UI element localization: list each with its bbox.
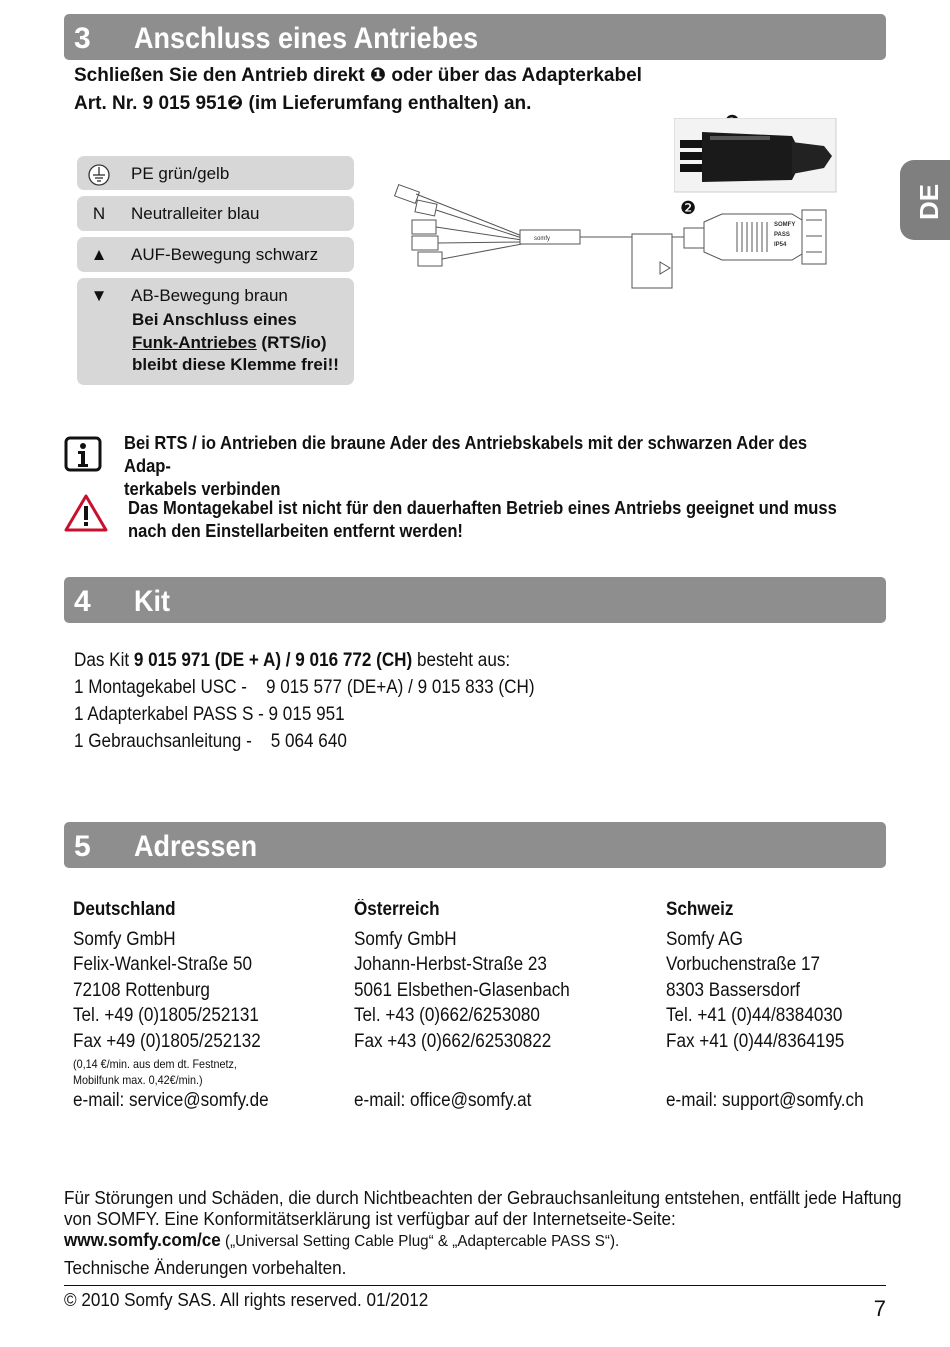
liability-notice [64,1188,900,1279]
kit-item: 1 Adapterkabel PASS S - 9 015 951 [74,704,345,725]
earth-ground-icon [87,164,111,191]
up-arrow-icon: ▲ [90,245,108,264]
warning-triangle-icon [64,493,108,533]
phone-cost-note-1: (0,14 €/min. aus dem dt. Festnetz, [73,1057,237,1071]
liability-line-2: von SOMFY. Eine Konformitätserklärung ist verfügbar auf der Internetseite-Seite: [64,1209,676,1229]
kit-intro-pre: Das Kit [74,650,134,671]
section-number: 3 [74,22,91,55]
address-email[interactable]: e-mail: office@somfy.at [354,1090,532,1111]
callout-2: ❷ [680,198,697,218]
section-number: 5 [74,830,91,863]
address-country: Schweiz [666,899,734,920]
section-title: Adressen [134,830,258,863]
adapter-cable-drawing [392,180,832,300]
warning-line-2-rest: (RTS/io) [256,332,327,352]
kit-intro [74,647,535,674]
language-tab-label: DE [914,183,944,220]
caution-note [128,497,846,543]
phone-cost-note-2: Mobilfunk max. 0,42€/min.) [73,1073,203,1087]
warning-line-3: bleibt diese Klemme frei!! [132,355,339,374]
kit-contents [74,647,535,755]
address-fax: Fax +41 (0)44/8364195 [666,1030,845,1052]
caution-line-1: Das Montagekabel ist nicht für den dauerhaften Betrieb eines Antriebs geeignet und muss [128,498,837,518]
address-country: Österreich [354,899,440,920]
rts-warning [132,309,339,377]
terminal-label: AUF-Bewegung schwarz [131,245,319,264]
technical-changes-note: Technische Änderungen vorbehalten. [64,1258,347,1278]
kit-item: 1 Gebrauchsanleitung - 5 064 640 [74,731,347,752]
terminal-label: Neutralleiter blau [131,204,260,223]
info-icon [64,436,102,472]
terminal-label: PE grün/gelb [131,164,230,183]
down-arrow-icon: ▼ [90,286,108,305]
terminal-row-down [77,278,354,385]
section-4-header [64,577,886,623]
plug-label-3: IP54 [774,242,787,248]
intro-line-1: Schließen Sie den Antrieb direkt ❶ oder über das Adapterkabel [74,65,642,86]
terminal-label: AB-Bewegung braun [131,286,288,305]
address-city: 72108 Rottenburg [73,979,210,1001]
liability-line-3 [64,1230,900,1252]
terminal-row-up [77,237,354,272]
section-3-header [64,14,886,60]
language-tab [900,160,950,240]
address-street: Felix-Wankel-Straße 50 [73,954,252,975]
plug-label-2: PASS [774,232,790,238]
address-company: Somfy AG [666,928,743,950]
copyright: © 2010 Somfy SAS. All rights reserved. 01/2012 [64,1290,429,1310]
section-title: Kit [134,585,170,618]
kit-item: 1 Montagekabel USC - 9 015 577 (DE+A) / 9 015 833 (CH) [74,677,535,698]
address-city: 8303 Bassersdorf [666,979,801,1001]
address-street: Johann-Herbst-Straße 23 [354,954,547,975]
address-switzerland [666,897,864,1114]
liability-line-1: Für Störungen und Schäden, die durch Nichtbeachten der Gebrauchsanleitung entstehen, entfällt jede Haftung [64,1188,902,1208]
adapter-cable-figure [392,180,832,300]
address-company: Somfy GmbH [73,928,176,950]
info-note-line-1: Bei RTS / io Antrieben die braune Ader des Antriebskabels mit der schwarzen Ader des Adap- [124,433,808,476]
address-fax: Fax +43 (0)662/62530822 [354,1030,552,1052]
kit-article-numbers: 9 015 971 (DE + A) / 9 016 772 (CH) [133,650,413,671]
kit-intro-post: besteht aus: [412,650,511,671]
caution-line-2: nach den Einstellarbeiten entfernt werden! [128,521,463,541]
spacer [354,1054,570,1088]
warning-line-2 [132,332,339,355]
address-email[interactable]: e-mail: support@somfy.ch [666,1090,864,1111]
terminal-row-pe [77,156,354,190]
address-fax: Fax +49 (0)1805/252132 [73,1030,261,1052]
section-number: 4 [74,585,91,618]
address-tel: Tel. +41 (0)44/8384030 [666,1005,843,1026]
info-note-line-2: terkabels verbinden [124,479,281,499]
address-germany [73,897,269,1114]
footer-divider [64,1285,886,1286]
cable-brand-label: somfy [534,236,551,242]
address-email[interactable]: e-mail: service@somfy.de [73,1090,269,1111]
spacer [666,1054,864,1088]
section-5-header [64,822,886,868]
conformity-url-suffix: („Universal Setting Cable Plug“ & „Adaptercable PASS S“). [220,1233,620,1250]
address-city: 5061 Elsbethen-Glasenbach [354,979,570,1001]
terminal-row-n [77,196,354,231]
terminal-symbol: N [92,204,106,223]
page-number: 7 [873,1296,886,1321]
warning-link-text: Funk-Antriebes [132,332,257,352]
info-note [124,432,842,501]
address-tel: Tel. +43 (0)662/6253080 [354,1005,540,1026]
address-tel: Tel. +49 (0)1805/252131 [73,1005,259,1026]
warning-line-1: Bei Anschluss eines [132,310,297,329]
conformity-url[interactable]: www.somfy.com/ce [64,1230,221,1250]
address-company: Somfy GmbH [354,928,457,950]
intro-line-2: Art. Nr. 9 015 951❷ (im Lieferumfang enthalten) an. [74,93,532,114]
section-title: Anschluss eines Antriebes [134,22,479,55]
plug-label-1: SOMFY [774,222,796,228]
section-3-intro [74,62,642,118]
address-street: Vorbuchenstraße 17 [666,954,821,975]
address-country: Deutschland [73,899,176,920]
address-austria [354,897,570,1114]
